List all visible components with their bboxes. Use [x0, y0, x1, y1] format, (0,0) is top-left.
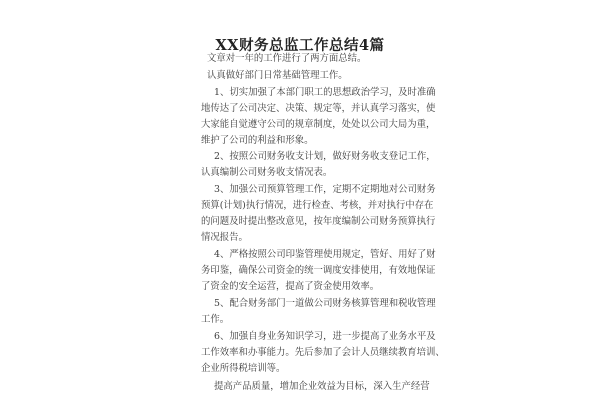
paragraph-line: 文章对一年的工作进行了两方面总结。 [207, 53, 367, 64]
paragraph-line: 2、按照公司财务收支计划，做好财务收支登记工作， [214, 151, 436, 162]
paragraph-line: 1、切实加强了本部门职工的思想政治学习，及时准确 [214, 87, 436, 98]
paragraph-line: 4、严格按照公司印鉴管理使用规定，管好、用好了财 [214, 249, 436, 260]
paragraph-line: 企业所得税培训等。 [201, 363, 286, 374]
paragraph-line: 了资金的安全运营，提高了资金使用效率。 [201, 281, 380, 292]
document-title: XX财务总监工作总结4篇 [215, 37, 385, 54]
paragraph-line: 大家能自觉遵守公司的规章制度，处处以公司大局为重， [201, 119, 436, 130]
paragraph-line: 预算(计划)执行情况，进行检查、考核，并对执行中存在 [201, 200, 434, 211]
paragraph-line: 的问题及时提出整改意见，按年度编制公司财务预算执行 [201, 216, 436, 227]
paragraph-line: 工作效率和办事能力。先后参加了会计人员继续教育培训、 [201, 347, 445, 358]
paragraph-line: 工作。 [201, 314, 230, 325]
paragraph-line: 5、配合财务部门一道做公司财务核算管理和税收管理 [214, 298, 436, 309]
paragraph-line: 3、加强公司预算管理工作，定期不定期地对公司财务 [214, 184, 436, 195]
paragraph-line: 地传达了公司决定、决策、规定等，并认真学习落实，使 [201, 103, 436, 114]
paragraph-line: 务印鉴，确保公司资金的统一调度安排使用，有效地保证 [201, 265, 436, 276]
paragraph-line: 认真编制公司财务收支情况表。 [201, 167, 333, 178]
paragraph-line: 认真做好部门日常基础管理工作。 [207, 70, 348, 81]
paragraph-line: 维护了公司的利益和形象。 [201, 135, 314, 146]
paragraph-line: 情况报告。 [201, 232, 248, 243]
paragraph-line: 6、加强自身业务知识学习，进一步提高了业务水平及 [214, 331, 436, 342]
paragraph-line: 提高产品质量，增加企业效益为目标，深入生产经营 [214, 381, 430, 392]
